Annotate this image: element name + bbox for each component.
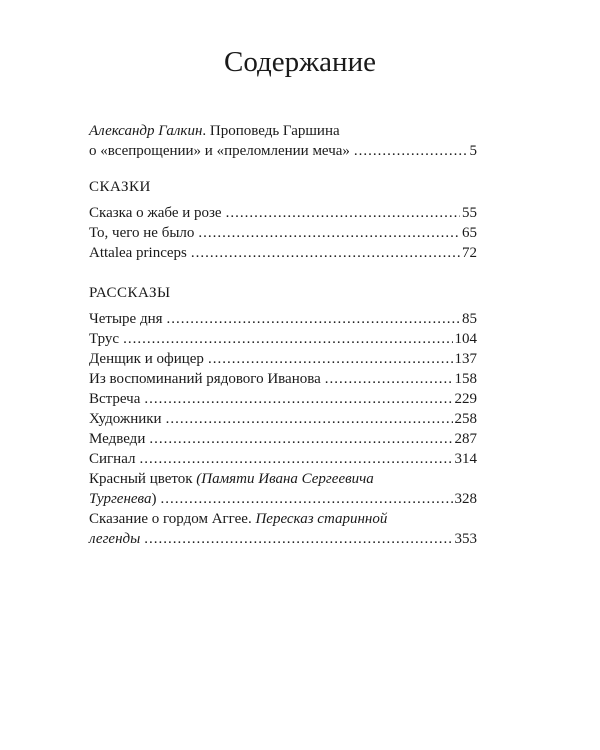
page-number: 353	[454, 531, 477, 547]
dot-leader	[191, 243, 460, 263]
page-number: 287	[454, 431, 477, 447]
toc-entry[interactable]	[89, 429, 477, 449]
dot-leader	[226, 203, 460, 223]
toc-entry-intro[interactable]	[89, 121, 477, 161]
dot-leader	[144, 529, 452, 549]
entry-subtitle: Пересказ старинной	[255, 511, 388, 527]
page-number: 104	[454, 331, 477, 347]
section-heading-rasskazy: РАССКАЗЫ	[89, 285, 171, 301]
toc-entry[interactable]	[89, 389, 477, 409]
dot-leader	[149, 429, 452, 449]
entry-subtitle: (Памяти Ивана Сергеевича	[196, 471, 374, 487]
toc-entry[interactable]	[89, 369, 477, 389]
entry-title: Четыре дня	[89, 311, 163, 327]
dot-leader	[160, 489, 452, 509]
entry-title-plain: Красный цветок	[89, 471, 197, 487]
page-number: 229	[454, 391, 477, 407]
page-number: 258	[454, 411, 477, 427]
toc-entry-skazanie[interactable]	[89, 509, 477, 549]
entry-title: Attalea princeps	[89, 245, 187, 261]
intro-title-line1: . Проповедь Гаршина	[202, 123, 340, 139]
section-heading-skazki: СКАЗКИ	[89, 179, 151, 195]
dot-leader	[166, 409, 453, 429]
toc-entry[interactable]	[89, 449, 477, 469]
page-title: Содержание	[224, 46, 376, 78]
toc-entry[interactable]	[89, 203, 477, 223]
dot-leader	[354, 141, 468, 161]
page-number: 137	[454, 351, 477, 367]
page-number: 158	[454, 371, 477, 387]
dot-leader	[144, 389, 452, 409]
page-number: 55	[462, 205, 477, 221]
dot-leader	[208, 349, 453, 369]
toc-entry[interactable]	[89, 243, 477, 263]
entry-title: Сигнал	[89, 451, 136, 467]
entry-title-tail: )	[151, 491, 157, 507]
entry-title: То, чего не было	[89, 225, 195, 241]
dot-leader	[140, 449, 453, 469]
entry-subtitle-cont: легенды	[89, 531, 141, 547]
toc-entry[interactable]	[89, 329, 477, 349]
page-number: 72	[462, 245, 477, 261]
dot-leader	[198, 223, 460, 243]
toc-entry[interactable]	[89, 409, 477, 429]
entry-title: Художники	[89, 411, 162, 427]
entry-title: Сказка о жабе и розе	[89, 205, 222, 221]
table-of-contents	[89, 121, 477, 549]
intro-title-line2: о «всепрощении» и «преломлении меча»	[89, 143, 350, 159]
dot-leader	[325, 369, 453, 389]
entry-title: Из воспоминаний рядового Иванова	[89, 371, 321, 387]
page-number: 328	[454, 491, 477, 507]
page-number: 65	[462, 225, 477, 241]
toc-entry-krasny-tsvetok[interactable]	[89, 469, 477, 509]
dot-leader	[123, 329, 452, 349]
entry-subtitle-cont: Тургенева	[89, 491, 152, 507]
page-number: 5	[469, 143, 477, 159]
entry-title: Денщик и офицер	[89, 351, 204, 367]
dot-leader	[167, 309, 460, 329]
toc-entry[interactable]	[89, 309, 477, 329]
entry-title-plain: Сказание о гордом Аггее.	[89, 511, 256, 527]
entry-title: Трус	[89, 331, 120, 347]
entry-title: Медведи	[89, 431, 146, 447]
toc-entry[interactable]	[89, 223, 477, 243]
entry-title: Встреча	[89, 391, 141, 407]
toc-entry[interactable]	[89, 349, 477, 369]
page-number: 85	[462, 311, 477, 327]
intro-author: Александр Галкин	[89, 123, 203, 139]
page-number: 314	[454, 451, 477, 467]
